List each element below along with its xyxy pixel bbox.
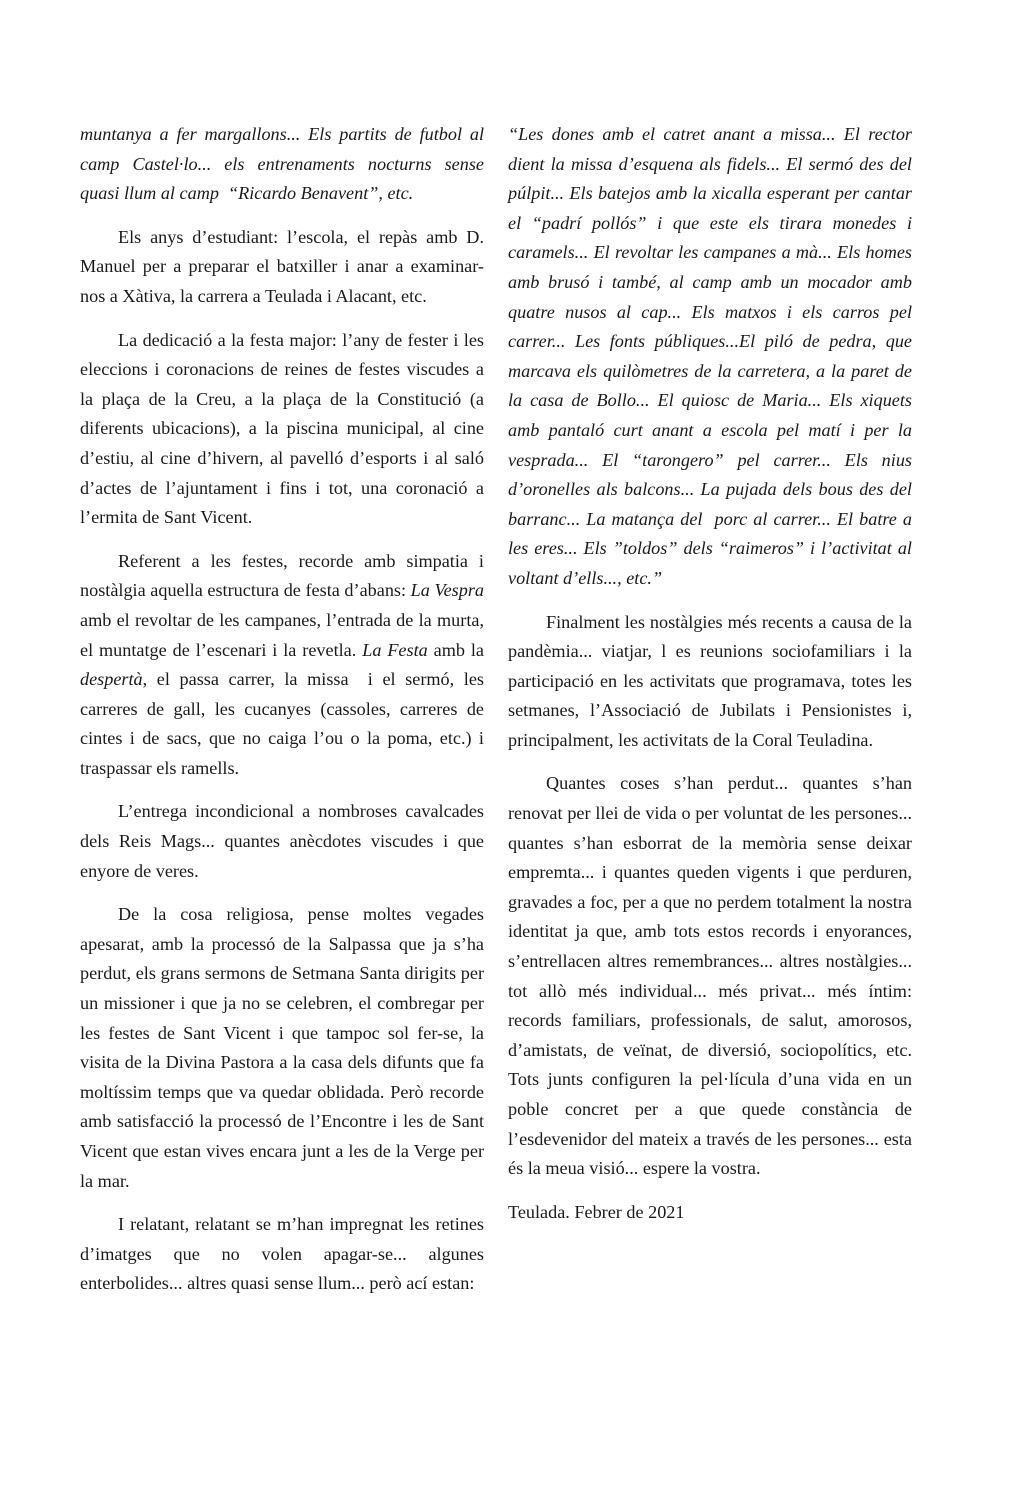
festes-em-vespra: La Vespra xyxy=(410,580,485,601)
paragraph-religiosa: De la cosa religiosa, pense moltes vegades apesarat, amb la processó de la Salpassa que ja s’ha perdut, els grans sermons de Setmana Santa dirigits per un missioner i que ja no se celebren, el combregar per les festes de Sant Vicent i que tampoc sol fer-se, la visita de la Divina Pastora a la casa dels difunts que fa moltíssim temps que va quedar oblidada. Però recorde amb satisfacció la processó de l’Encontre i les de Sant Vicent que estan vives encara junt a les de la Verge per la mar. xyxy=(80,904,484,1191)
paragraph-relatant: I relatant, relatant se m’han impregnat les retines d’imatges que no volen apagar-se... algunes enterbolides... altres quasi sense llum... però ací estan: xyxy=(80,1214,484,1294)
festes-em-festa: La Festa xyxy=(362,639,428,660)
paragraph-studies: Els anys d’estudiant: l’escola, el repàs amb D. Manuel per a preparar el batxiller i anar a examinar-nos a Xàtiva, la carrera a Teulada i Alacant, etc. xyxy=(80,226,484,306)
paragraph-quote-memories: “Les dones amb el catret anant a missa... El rector dient la missa d’esquena als fidels... El sermó des del púlpit... Els batejos amb la xicalla esperant per cantar el “padrí pollós” i que este els tirara monedes i caramels... El revoltar les campanes a mà... Els homes amb brusó i també, al camp amb un mocador amb quatre nusos al cap... Els matxos i els carros pel carrer... Les fonts públiques...El piló de pedra, que marcava els quilòmetres de la carretera, a la paret de la casa de Bollo... El quiosc de Maria... Els xiquets amb pantaló curt anant a escola pel matí i per la vesprada... El “tarongero” pel carrer... Els nius d’oronelles als balcons... La pujada dels bous des del barranc... La matança del porc al carrer... El batre a les eres... Els ”toldos” dels “raimeros” i l’activitat al voltant d’ells..., etc.” xyxy=(508,124,912,588)
festes-em-desperta: despertà xyxy=(80,669,143,690)
festes-text-3: amb la xyxy=(427,639,484,660)
paragraph-football: muntanya a fer margallons... Els partits de futbol al camp Castel·lo... els entrenaments nocturns sense quasi llum al camp “Ricardo Benavent”, etc. xyxy=(80,124,484,204)
paragraph-reis-mags: L’entrega incondicional a nombroses cavalcades dels Reis Mags... quantes anècdotes viscudes i que enyore de veres. xyxy=(80,801,484,881)
paragraph-festa-major: La dedicació a la festa major: l’any de fester i les eleccions i coronacions de reines de festes viscudes a la plaça de la Creu, a la plaça de la Constitució (a diferents ubicacions), a la piscina municipal, al cine d’estiu, al cine d’hivern, al pavelló d’esports i al saló d’actes de l’ajuntament i fins i tot, una coronació a l’ermita de Sant Vicent. xyxy=(80,329,484,528)
festes-text-2: amb el revoltar de les campanes, l’entrada de la murta, el muntatge de l’escenari i la revetla. xyxy=(80,609,484,660)
paragraph-festes xyxy=(80,547,484,784)
paragraph-pandemia: Finalment les nostàlgies més recents a causa de la pandèmia... viatjar, l es reunions sociofamiliars i la participació en les activitats que programava, totes les setmanes, l’Associació de Jubilats i Pensionistes i, principalment, les activitats de la Coral Teuladina. xyxy=(508,611,912,750)
right-column xyxy=(508,120,912,1241)
paragraph-quantes-coses: Quantes coses s’han perdut... quantes s’han renovat per llei de vida o per voluntat de les persones... quantes s’han esborrat de la memòria sense deixar empremta... i quantes queden vigents i que perduren, gravades a foc, per a que no perdem totalment la nostra identitat ja que, amb tots estos records i enyorances, s’entrellacen altres remembrances... altres nostàlgies... tot allò més individual... més privat... més íntim: records familiars, professionals, de salut, amorosos, d’amistats, de veïnat, de diversió, sociopolítics, etc. Tots junts configuren la pel·lícula d’una vida en un poble concret per a que quede constància de l’esdevenidor del mateix a través de les persones... esta és la meua visió... espere la vostra. xyxy=(508,773,912,1179)
festes-text-4: , el passa carrer, la missa i el sermó, les carreres de gall, les cucanyes (cassoles, carreres de cintes i de sacs, que no caiga l’ou o la poma, etc.) i traspassar els ramells. xyxy=(80,669,484,778)
left-column xyxy=(80,120,484,1313)
festes-text-1: Referent a les festes, recorde amb simpatia i nostàlgia aquella estructura de festa d’abans: xyxy=(80,550,484,601)
signature-date: Teulada. Febrer de 2021 xyxy=(508,1201,685,1222)
